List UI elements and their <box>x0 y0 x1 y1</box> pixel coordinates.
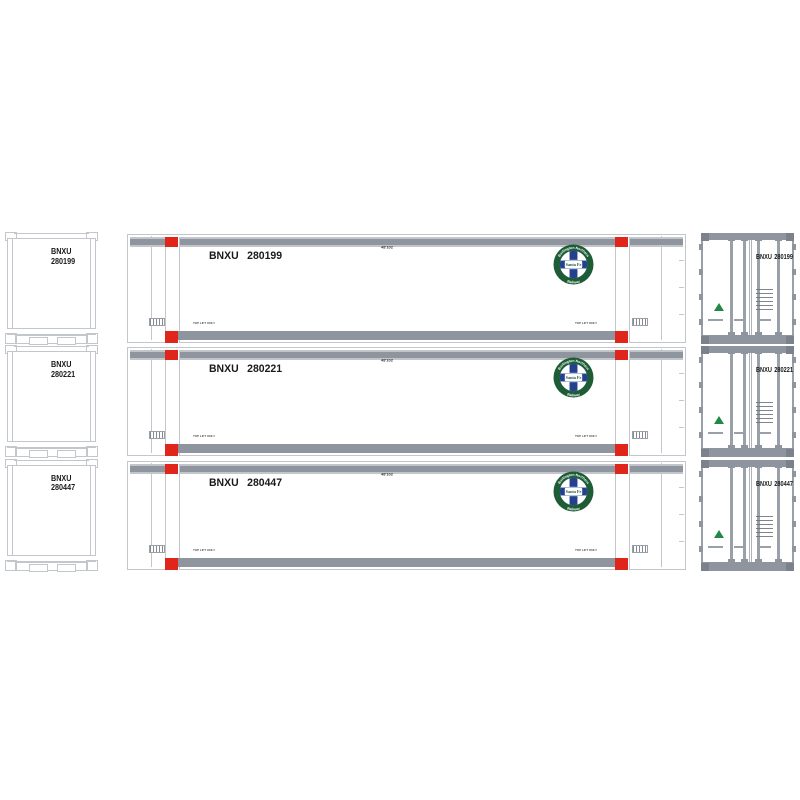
container-side-view <box>127 459 686 572</box>
side-top-rail <box>130 464 683 474</box>
side-top-rail <box>130 350 683 360</box>
door-hinge <box>699 432 703 438</box>
door-hinge-mark <box>679 400 684 401</box>
door-handle <box>734 432 746 434</box>
container-door-view <box>699 232 796 345</box>
red-corner-casting <box>165 331 178 343</box>
unit-number: 280221 <box>51 368 76 379</box>
door-hinge <box>792 407 796 413</box>
red-corner-casting <box>165 444 178 456</box>
door-handle <box>708 432 723 434</box>
corner-casting <box>701 346 709 354</box>
container-row <box>0 345 800 458</box>
lift-post <box>615 237 630 343</box>
end-bottom-rail <box>15 562 88 571</box>
top-lift-only-marking: TOP LIFT ONLY <box>575 548 598 552</box>
container-door-view <box>699 345 796 458</box>
logo-center-text: Santa Fe <box>565 488 582 494</box>
top-lift-only-marking: TOP LIFT ONLY <box>193 435 216 439</box>
reporting-mark: BNXU <box>209 476 239 489</box>
forklift-pocket <box>57 564 76 572</box>
end-bottom-rail <box>15 335 88 344</box>
forklift-pocket <box>29 337 48 345</box>
logo-top-arc-text: Burlington Northern <box>557 359 590 372</box>
forklift-pocket <box>29 564 48 572</box>
end-bottom-rail <box>15 448 88 457</box>
container-side-view <box>127 345 686 458</box>
logo-center-text: Santa Fe <box>565 262 582 268</box>
corner-casting <box>786 346 794 354</box>
door-hinge-mark <box>679 514 684 515</box>
door-hinge <box>699 546 703 552</box>
end-bottom-band <box>7 328 96 335</box>
door-hinge <box>699 244 703 250</box>
door-hinge <box>792 294 796 300</box>
red-corner-casting <box>165 237 178 247</box>
bnsf-railway-logo <box>553 357 594 398</box>
logo-top-arc-text: Burlington Northern <box>557 245 590 258</box>
red-corner-casting <box>615 237 628 247</box>
unit-number: 280199 <box>774 254 793 261</box>
container-number <box>756 367 793 374</box>
side-bottom-rail <box>178 558 615 567</box>
container-number <box>756 254 793 261</box>
door-hinge <box>792 496 796 502</box>
container-number <box>51 474 75 493</box>
door-handle <box>759 546 771 548</box>
data-placard <box>149 545 165 553</box>
top-lift-only-marking: TOP LIFT ONLY <box>575 435 598 439</box>
reporting-mark: BNXU <box>51 246 72 256</box>
forklift-pocket <box>57 337 76 345</box>
red-corner-casting <box>165 350 178 360</box>
door-seam <box>749 467 750 562</box>
container-row <box>0 459 800 572</box>
door-hinge <box>699 471 703 477</box>
corner-casting <box>701 460 709 468</box>
data-placard <box>632 545 648 553</box>
door-hinge-mark <box>679 427 684 428</box>
door-hinge-mark <box>679 260 684 261</box>
container-row <box>0 232 800 345</box>
container-number <box>209 250 282 262</box>
door-seam <box>749 240 750 335</box>
lift-post <box>615 350 630 456</box>
data-placard <box>149 318 165 326</box>
corner-casting <box>701 336 709 344</box>
weight-data-block <box>756 402 773 425</box>
green-triangle-marking <box>714 416 724 424</box>
lift-post <box>165 237 180 343</box>
door-handle <box>759 319 771 321</box>
door-hinge <box>792 357 796 363</box>
lift-post <box>615 464 630 570</box>
container-number <box>209 477 282 489</box>
container-end-view <box>5 459 98 572</box>
weight-data-block <box>756 289 773 312</box>
logo-center-text: Santa Fe <box>565 375 582 381</box>
green-triangle-marking <box>714 530 724 538</box>
green-triangle-marking <box>714 303 724 311</box>
door-hinge-mark <box>679 373 684 374</box>
size-marking: 48'102 <box>381 472 393 477</box>
red-corner-casting <box>615 331 628 343</box>
container-number <box>756 481 793 488</box>
door-handle <box>759 432 771 434</box>
logo-bottom-arc-text: Railway <box>566 279 581 285</box>
panel-seam <box>661 349 662 453</box>
door-hinge <box>792 546 796 552</box>
door-hinge <box>792 319 796 325</box>
side-bottom-rail <box>178 444 615 453</box>
door-seam <box>751 353 752 448</box>
logo-top-arc-text: Burlington Northern <box>557 472 590 485</box>
red-corner-casting <box>615 464 628 474</box>
reporting-mark: BNXU <box>51 359 72 370</box>
data-placard <box>149 431 165 439</box>
reporting-mark: BNXU <box>756 254 772 261</box>
reporting-mark: BNXU <box>51 472 72 483</box>
door-handle <box>708 546 723 548</box>
end-bottom-band <box>7 555 96 562</box>
reporting-mark: BNXU <box>209 363 239 376</box>
bnsf-railway-logo <box>553 471 594 512</box>
container-side-view <box>127 232 686 345</box>
door-hinge <box>699 357 703 363</box>
door-hinge <box>792 521 796 527</box>
reporting-mark: BNXU <box>756 367 772 375</box>
door-seam <box>749 353 750 448</box>
corner-casting <box>701 563 709 571</box>
logo-bottom-arc-text: Railway <box>566 506 581 512</box>
container-number <box>51 360 75 379</box>
door-seam <box>751 467 752 562</box>
door-hinge <box>699 269 703 275</box>
door-handle <box>734 319 746 321</box>
door-hinge <box>699 319 703 325</box>
door-handle <box>708 319 723 321</box>
reporting-mark: BNXU <box>209 250 239 262</box>
side-bottom-rail <box>178 331 615 340</box>
red-corner-casting <box>615 558 628 570</box>
corner-casting <box>786 563 794 571</box>
door-hinge <box>792 382 796 388</box>
unit-number: 280447 <box>51 482 76 493</box>
top-lift-only-marking: TOP LIFT ONLY <box>193 322 216 325</box>
forklift-pocket <box>29 450 48 458</box>
panel-seam <box>661 463 662 567</box>
corner-casting <box>786 233 794 241</box>
door-hinge <box>699 382 703 388</box>
corner-casting <box>786 449 794 457</box>
reporting-mark: BNXU <box>756 480 772 488</box>
top-lift-only-marking: TOP LIFT ONLY <box>193 548 216 552</box>
unit-number: 280199 <box>247 250 283 262</box>
size-marking: 48'102 <box>381 246 393 250</box>
data-placard <box>632 431 648 439</box>
door-hinge <box>792 244 796 250</box>
door-hinge <box>699 521 703 527</box>
container-number <box>209 363 282 375</box>
door-frame <box>701 233 794 344</box>
door-hinge <box>792 432 796 438</box>
door-hinge-mark <box>679 541 684 542</box>
unit-number: 280199 <box>51 255 76 266</box>
door-hinge <box>792 471 796 477</box>
weight-data-block <box>756 516 773 539</box>
door-frame <box>701 346 794 457</box>
door-hinge-mark <box>679 287 684 288</box>
door-hinge-mark <box>679 487 684 488</box>
panel-seam <box>661 236 662 340</box>
top-lift-only-marking: TOP LIFT ONLY <box>575 322 598 325</box>
corner-casting <box>786 460 794 468</box>
unit-number: 280447 <box>774 480 793 488</box>
container-door-view <box>699 459 796 572</box>
bnsf-railway-logo <box>553 244 594 285</box>
container-number <box>51 247 75 266</box>
door-seam <box>751 240 752 335</box>
red-corner-casting <box>615 444 628 456</box>
red-corner-casting <box>615 350 628 360</box>
lift-post <box>165 350 180 456</box>
door-hinge <box>699 294 703 300</box>
door-hinge <box>699 496 703 502</box>
door-handle <box>734 546 746 548</box>
unit-number: 280447 <box>247 476 283 489</box>
corner-casting <box>701 233 709 241</box>
door-hinge <box>792 269 796 275</box>
red-corner-casting <box>165 558 178 570</box>
lift-post <box>165 464 180 570</box>
container-end-view <box>5 232 98 345</box>
unit-number: 280221 <box>774 367 793 375</box>
data-placard <box>632 318 648 326</box>
door-hinge-mark <box>679 314 684 315</box>
door-lock-rod <box>730 240 733 335</box>
door-frame <box>701 460 794 571</box>
logo-bottom-arc-text: Railway <box>566 392 581 398</box>
red-corner-casting <box>165 464 178 474</box>
corner-casting <box>786 336 794 344</box>
door-hinge <box>699 407 703 413</box>
size-marking: 48'102 <box>381 359 393 364</box>
forklift-pocket <box>57 450 76 458</box>
end-bottom-band <box>7 441 96 448</box>
corner-casting <box>701 449 709 457</box>
container-end-view <box>5 345 98 458</box>
side-top-rail <box>130 237 683 247</box>
door-lock-rod <box>730 467 733 562</box>
door-lock-rod <box>730 353 733 448</box>
unit-number: 280221 <box>247 363 283 376</box>
